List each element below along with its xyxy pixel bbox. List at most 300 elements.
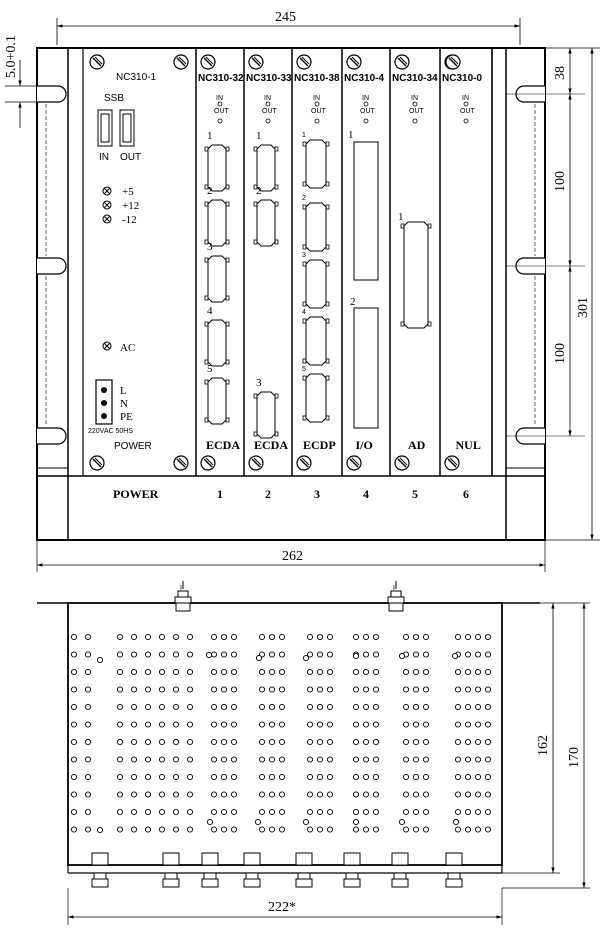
vent-hole (231, 634, 236, 639)
module-model: NC310-4 (344, 73, 385, 84)
in-out-indicator (409, 95, 425, 123)
vent-hole (145, 809, 150, 814)
vent-hole (307, 809, 312, 814)
dimension-222-label: 222* (268, 900, 296, 915)
vent-hole (117, 704, 122, 709)
d-sub-connector (205, 378, 229, 424)
vent-hole (307, 827, 312, 832)
vent-hole (145, 669, 150, 674)
vent-hole (145, 704, 150, 709)
vent-hole (327, 722, 332, 727)
vent-hole (403, 687, 408, 692)
vent-hole (455, 739, 460, 744)
vent-hole (85, 722, 90, 727)
vent-hole (455, 704, 460, 709)
vent-hole (131, 774, 136, 779)
connector-stub (202, 853, 218, 887)
ssb-in-label: IN (99, 152, 109, 163)
vent-hole (353, 634, 358, 639)
vent-hole (159, 722, 164, 727)
dimension-170-label: 170 (567, 747, 582, 768)
vent-hole (353, 757, 358, 762)
vent-hole (403, 704, 408, 709)
ssb-label: SSB (104, 93, 125, 104)
indicator-out-label: OUT (360, 108, 375, 115)
vent-hole (327, 634, 332, 639)
vent-hole (269, 757, 274, 762)
vent-hole (475, 634, 480, 639)
screw-icon (90, 55, 104, 69)
vent-hole (159, 827, 164, 832)
module-6 (442, 48, 492, 501)
vent-hole (71, 792, 76, 797)
vent-hole (413, 757, 418, 762)
vent-hole (85, 652, 90, 657)
vent-hole (159, 634, 164, 639)
connector-number: 2 (350, 296, 356, 308)
vent-hole (317, 652, 322, 657)
vent-hole (353, 704, 358, 709)
module-model: NC310-33 (246, 73, 292, 84)
ac-label: AC (120, 342, 136, 354)
connector-number: 1 (256, 130, 262, 142)
module-model: NC310-32 (198, 73, 244, 84)
vent-hole (363, 704, 368, 709)
vent-hole (85, 809, 90, 814)
module-name: ECDP (303, 438, 336, 452)
vent-hole (279, 774, 284, 779)
indicator-in-label: IN (411, 95, 418, 102)
vent-hole (211, 652, 216, 657)
vent-hole (269, 634, 274, 639)
vent-hole (71, 739, 76, 744)
vent-hole (145, 757, 150, 762)
vent-hole (259, 739, 264, 744)
base-power-label: POWER (113, 487, 159, 501)
connector-number: 2 (207, 185, 213, 197)
vent-hole (423, 757, 428, 762)
ssb-out-label: OUT (120, 152, 142, 163)
screw-icon (297, 456, 311, 470)
d-sub-connector (254, 392, 278, 438)
vent-hole (353, 819, 358, 824)
vent-hole (373, 634, 378, 639)
dimension-38-label: 38 (553, 66, 568, 80)
vent-hole (259, 687, 264, 692)
vent-hole (117, 652, 122, 657)
vent-hole (231, 739, 236, 744)
vent-hole (71, 652, 76, 657)
screw-icon (395, 456, 409, 470)
vent-hole (206, 652, 211, 657)
vent-hole (363, 774, 368, 779)
dimension-100a-label: 100 (553, 171, 568, 192)
connector-stub (296, 853, 312, 887)
vent-hole (231, 757, 236, 762)
d-sub-connector (401, 222, 431, 328)
vent-hole (485, 722, 490, 727)
vent-hole (455, 669, 460, 674)
vent-hole (131, 669, 136, 674)
d-sub-connector (303, 203, 329, 251)
d-sub-connector (205, 200, 229, 246)
vent-hole (187, 774, 192, 779)
vent-hole (279, 809, 284, 814)
vent-hole (187, 652, 192, 657)
vent-hole (159, 792, 164, 797)
slot-number: 3 (314, 487, 320, 501)
vent-hole (231, 687, 236, 692)
vent-hole (71, 687, 76, 692)
plan-screw-mark-right: I (393, 585, 395, 592)
vent-hole (131, 809, 136, 814)
vent-hole (485, 774, 490, 779)
d-sub-connector (303, 317, 329, 365)
vent-hole (259, 722, 264, 727)
vent-hole (85, 687, 90, 692)
vent-hole (71, 827, 76, 832)
vent-hole (307, 739, 312, 744)
vent-hole (353, 722, 358, 727)
vent-hole (403, 792, 408, 797)
vent-hole (173, 704, 178, 709)
vent-hole (455, 757, 460, 762)
vent-hole (71, 774, 76, 779)
vent-hole (131, 757, 136, 762)
vent-hole (145, 634, 150, 639)
vent-hole (269, 774, 274, 779)
connector-stub (244, 853, 260, 887)
vent-hole (317, 809, 322, 814)
screw-icon (297, 55, 311, 69)
vent-hole (269, 652, 274, 657)
vent-hole (259, 827, 264, 832)
right-flange-slots (516, 86, 545, 444)
dimension-slot-height-label: 5.0+0.1 (4, 35, 19, 78)
vent-hole (373, 757, 378, 762)
connector-number: 1 (398, 211, 404, 223)
vent-hole (475, 652, 480, 657)
connector-number: 5 (207, 363, 213, 375)
vent-hole (475, 722, 480, 727)
vent-hole (327, 652, 332, 657)
vent-hole (353, 827, 358, 832)
vent-hole (211, 669, 216, 674)
module-name: ECDA (254, 438, 289, 452)
indicator-out-label: OUT (262, 108, 277, 115)
terminal-pe: PE (120, 411, 133, 423)
screw-icon (347, 456, 361, 470)
vent-hole (97, 827, 102, 832)
vent-hole (363, 669, 368, 674)
slot-number: 5 (412, 487, 418, 501)
vent-hole (465, 669, 470, 674)
vent-hole (327, 809, 332, 814)
vent-hole (307, 757, 312, 762)
left-flange-slots (37, 86, 66, 444)
vent-hole (85, 634, 90, 639)
vent-hole (327, 669, 332, 674)
vent-hole (363, 687, 368, 692)
vent-hole (71, 722, 76, 727)
vent-hole (259, 792, 264, 797)
vent-hole (327, 704, 332, 709)
vent-hole (373, 809, 378, 814)
vent-hole (423, 687, 428, 692)
vent-hole (269, 809, 274, 814)
vent-hole (485, 739, 490, 744)
vent-hole (269, 687, 274, 692)
vent-hole (485, 669, 490, 674)
vent-hole (327, 827, 332, 832)
vent-hole (117, 809, 122, 814)
indicator-in-label: IN (216, 95, 223, 102)
vent-hole (207, 819, 212, 824)
vent-hole (423, 652, 428, 657)
vent-hole (173, 774, 178, 779)
screw-icon (249, 456, 263, 470)
connector-stub (392, 853, 408, 887)
vent-hole (231, 827, 236, 832)
vent-hole (413, 722, 418, 727)
slot-number: 1 (217, 487, 223, 501)
vent-hole (423, 827, 428, 832)
vent-hole (423, 774, 428, 779)
vent-hole (317, 634, 322, 639)
vent-hole (353, 653, 358, 658)
vent-hole (485, 652, 490, 657)
vent-hole (279, 652, 284, 657)
vent-hole (403, 722, 408, 727)
vent-hole (413, 704, 418, 709)
vent-hole (71, 809, 76, 814)
vent-hole (413, 774, 418, 779)
vent-hole (71, 704, 76, 709)
vent-hole (475, 704, 480, 709)
in-out-indicator (262, 95, 278, 123)
vent-hole (279, 634, 284, 639)
screw-icon (201, 456, 215, 470)
vent-hole (465, 757, 470, 762)
vent-hole (279, 722, 284, 727)
vent-hole (173, 739, 178, 744)
module-name: AD (408, 438, 426, 452)
vent-hole (173, 809, 178, 814)
vent-hole (465, 634, 470, 639)
vent-hole (221, 809, 226, 814)
indicator-out-label: OUT (409, 108, 424, 115)
vent-hole (317, 774, 322, 779)
vent-hole (403, 739, 408, 744)
in-out-indicator (360, 95, 376, 123)
module-slots (198, 48, 492, 501)
connector-number: 4 (302, 309, 306, 316)
vent-hole (373, 774, 378, 779)
connector-number: 4 (207, 305, 213, 317)
plan-screw-mark-left: I (180, 585, 182, 592)
indicator-in-label: IN (462, 95, 469, 102)
vent-hole (465, 687, 470, 692)
vent-hole (279, 757, 284, 762)
vent-hole (485, 809, 490, 814)
plan-view (37, 603, 540, 873)
vent-hole (221, 792, 226, 797)
vent-hole (403, 809, 408, 814)
vent-hole (231, 722, 236, 727)
indicator-in-label: IN (362, 95, 369, 102)
vent-hole (423, 704, 428, 709)
vent-hole (303, 655, 308, 660)
voltage-5: +5 (122, 186, 134, 198)
vent-hole (279, 669, 284, 674)
vent-hole (131, 704, 136, 709)
vent-hole (187, 757, 192, 762)
dimension-right-chain (545, 48, 600, 540)
vent-hole (279, 739, 284, 744)
power-rating: 220VAC 50HS (88, 428, 134, 435)
vent-hole (373, 827, 378, 832)
connector-number: 1 (207, 130, 213, 142)
vent-hole (413, 652, 418, 657)
indicator-out-label: OUT (311, 108, 326, 115)
screw-icon (201, 55, 215, 69)
module-model: NC310-38 (294, 73, 340, 84)
vent-hole (173, 792, 178, 797)
vent-hole (399, 819, 404, 824)
vent-hole (317, 704, 322, 709)
screw-icon (174, 55, 188, 69)
indicator-out-label: OUT (460, 108, 475, 115)
vent-hole (159, 739, 164, 744)
power-module (88, 48, 196, 476)
vent-hole (131, 634, 136, 639)
connector-stub (344, 853, 360, 887)
vent-hole (211, 827, 216, 832)
vent-hole (327, 757, 332, 762)
vent-hole (485, 827, 490, 832)
vent-hole (255, 819, 260, 824)
vent-hole (373, 704, 378, 709)
vent-hole (475, 774, 480, 779)
vent-hole (221, 827, 226, 832)
vent-hole (475, 792, 480, 797)
vent-hole (353, 687, 358, 692)
vent-hole (145, 827, 150, 832)
vent-hole (423, 809, 428, 814)
dimension-162-label: 162 (536, 735, 551, 756)
dimension-245-label: 245 (275, 10, 296, 25)
screw-icon (249, 55, 263, 69)
vent-hole (85, 827, 90, 832)
connector-number: 1 (302, 132, 306, 139)
dimension-262 (37, 540, 545, 572)
d-sub-connector (254, 200, 278, 246)
d-sub-connector (303, 374, 329, 422)
vent-hole (231, 704, 236, 709)
module-name: ECDA (206, 438, 241, 452)
io-connector (354, 142, 378, 280)
vent-hole (455, 827, 460, 832)
connector-number: 2 (302, 195, 306, 202)
vent-hole (353, 809, 358, 814)
vent-hole (363, 827, 368, 832)
vent-hole (307, 792, 312, 797)
vent-hole (423, 792, 428, 797)
vent-hole (307, 669, 312, 674)
vent-hole (187, 827, 192, 832)
vent-hole (485, 634, 490, 639)
vent-hole (97, 657, 102, 662)
vent-hole (373, 687, 378, 692)
vent-hole (279, 827, 284, 832)
dimension-301-label: 301 (576, 297, 591, 318)
vent-hole (221, 774, 226, 779)
vent-hole (231, 792, 236, 797)
vent-hole (159, 687, 164, 692)
vent-hole (413, 634, 418, 639)
vent-hole (327, 739, 332, 744)
module-model: NC310-0 (442, 73, 483, 84)
in-out-indicator (311, 95, 327, 123)
vent-hole (413, 739, 418, 744)
indicator-in-label: IN (264, 95, 271, 102)
vent-hole (145, 722, 150, 727)
vent-hole (145, 687, 150, 692)
vent-hole (465, 809, 470, 814)
vent-hole (317, 739, 322, 744)
vent-hole (221, 757, 226, 762)
vent-hole (465, 827, 470, 832)
slot-number: 6 (463, 487, 469, 501)
connector-number: 3 (302, 252, 306, 259)
vent-hole (221, 634, 226, 639)
vent-hole (373, 669, 378, 674)
d-sub-connector (303, 260, 329, 308)
terminal-l: L (120, 385, 127, 397)
vent-hole (485, 792, 490, 797)
vent-hole (485, 687, 490, 692)
vent-hole (413, 669, 418, 674)
vent-hole (363, 634, 368, 639)
vent-hole (455, 687, 460, 692)
vent-hole (259, 634, 264, 639)
screw-icon (174, 456, 188, 470)
vent-hole (117, 739, 122, 744)
vent-hole (173, 757, 178, 762)
vent-hole (117, 774, 122, 779)
vent-hole (307, 704, 312, 709)
vent-hole (117, 827, 122, 832)
vent-hole (423, 739, 428, 744)
vent-hole (327, 774, 332, 779)
dimension-slot-height (4, 35, 40, 128)
vent-hole (85, 669, 90, 674)
power-module-name: POWER (114, 441, 152, 452)
vent-hole (259, 774, 264, 779)
connector-number: 3 (256, 377, 262, 389)
vent-hole (259, 669, 264, 674)
vent-hole (187, 634, 192, 639)
vent-hole (269, 739, 274, 744)
vent-hole (85, 792, 90, 797)
vent-hole (399, 653, 404, 658)
in-out-indicator (214, 95, 230, 123)
vent-hole (211, 704, 216, 709)
vent-hole (403, 634, 408, 639)
vent-hole (131, 722, 136, 727)
vent-hole (231, 652, 236, 657)
vent-hole (187, 687, 192, 692)
